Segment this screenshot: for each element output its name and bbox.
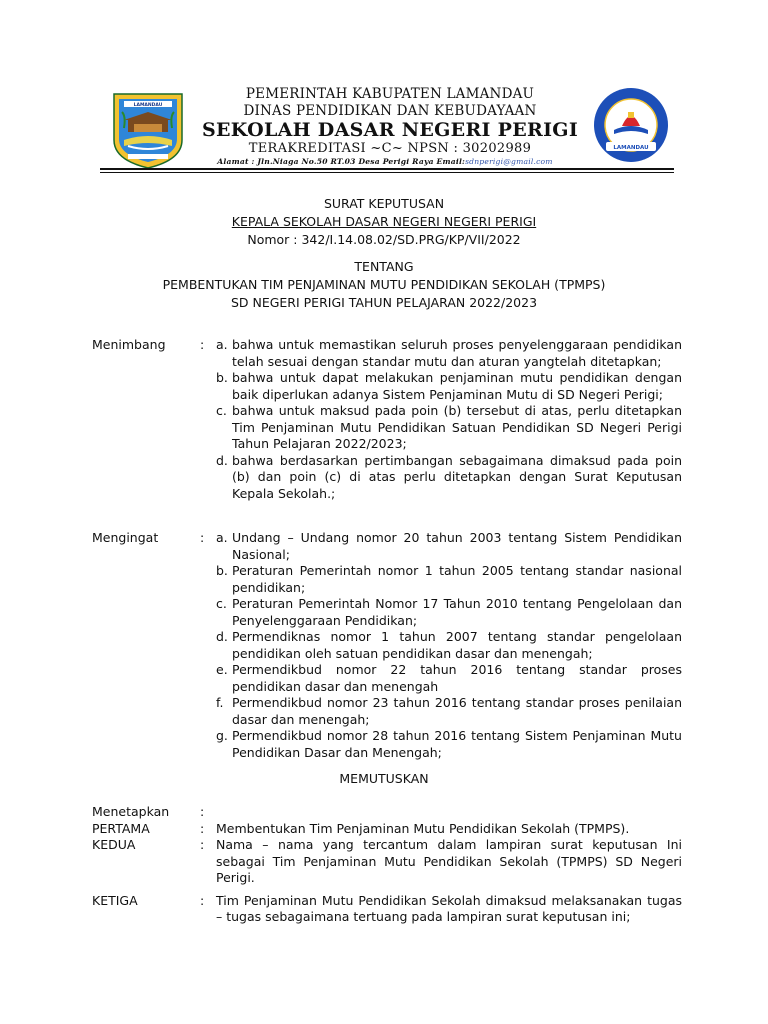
letterhead <box>0 0 768 180</box>
item-text: Peraturan Pemerintah nomor 1 tahun 2005 tentang standar nasional pendidikan; <box>232 563 682 595</box>
item-text: Permendikbud nomor 22 tahun 2016 tentang standar proses pendidikan dasar dan menengah <box>232 662 682 694</box>
decision-label: PERTAMA <box>92 820 150 836</box>
letterhead-government: PEMERINTAH KABUPATEN LAMANDAU <box>245 86 535 102</box>
letterhead-address <box>150 157 620 166</box>
decision-colon: : <box>200 837 205 852</box>
item-letter: a. <box>216 530 228 545</box>
decision-text: Membentukan Tim Penjaminan Mutu Pendidikan Sekolah (TPMPS). <box>216 820 630 836</box>
decree-topic-line1: PEMBENTUKAN TIM PENJAMINAN MUTU PENDIDIKAN SEKOLAH (TPMPS) <box>162 277 606 292</box>
list-item <box>216 370 682 403</box>
decision-row <box>92 893 682 926</box>
memutuskan-heading: MEMUTUSKAN <box>339 771 429 786</box>
sd-negeri-perigi-logo <box>592 86 670 164</box>
decision-label: KEDUA <box>92 837 136 852</box>
item-letter: d. <box>216 629 228 644</box>
decree-topic-line2: SD NEGERI PERIGI TAHUN PELAJARAN 2022/2023 <box>230 295 538 310</box>
letterhead-rule-thin <box>100 172 674 173</box>
item-text: Permendiknas nomor 1 tahun 2007 tentang standar pengelolaan pendidikan oleh satuan pendidikan dasar dan menengah; <box>232 629 682 661</box>
decree-title: SURAT KEPUTUSAN <box>323 196 445 211</box>
item-letter: f. <box>216 695 224 710</box>
email-link[interactable]: sdnperigi@gmail.com <box>465 157 553 166</box>
list-item <box>216 695 682 728</box>
item-letter: d. <box>216 452 228 468</box>
decision-label: Menetapkan <box>92 804 170 819</box>
item-letter: e. <box>216 662 228 677</box>
list-item <box>216 337 682 370</box>
letterhead-rule-thick <box>100 168 674 170</box>
letterhead-school-name: SEKOLAH DASAR NEGERI PERIGI <box>201 119 579 141</box>
list-item <box>216 403 682 453</box>
decree-number: Nomor : 342/I.14.08.02/SD.PRG/KP/VII/2022 <box>247 232 521 247</box>
menimbang-label: Menimbang <box>92 337 166 352</box>
item-text: Peraturan Pemerintah Nomor 17 Tahun 2010 tentang Pengelolaan dan Penyelenggaraan Pendidikan; <box>232 596 682 628</box>
item-text: bahwa untuk maksud pada poin (b) tersebut di atas, perlu ditetapkan Tim Penjaminan Mutu Pendidikan Satuan Pendidikan SD Negeri Perigi Tahun Pelajaran 2022/2023; <box>232 403 682 451</box>
item-letter: b. <box>216 370 228 385</box>
decision-colon: : <box>200 804 205 819</box>
list-item <box>216 563 682 596</box>
item-text: Permendikbud nomor 23 tahun 2016 tentang standar proses penilaian dasar dan menengah; <box>232 695 682 727</box>
decision-text: Nama – nama yang tercantum dalam lampiran surat keputusan Ini sebagai Tim Penjaminan Mutu Pendidikan Sekolah (TPMPS) SD Negeri Perigi. <box>216 837 682 885</box>
item-text: bahwa berdasarkan pertimbangan sebagaimana dimaksud pada poin (b) dan poin (c) di atas perlu ditetapkan dengan Surat Keputusan Kepala Sekolah.; <box>232 452 682 501</box>
decision-text <box>216 804 682 821</box>
list-item <box>216 596 682 629</box>
letterhead-department: DINAS PENDIDIKAN DAN KEBUDAYAAN <box>243 103 537 119</box>
item-text: bahwa untuk dapat melakukan penjaminan mutu pendidikan dengan baik diperlukan adanya Sistem Penjaminan Mutu di SD Negeri Perigi; <box>232 370 682 402</box>
decision-row <box>92 821 682 838</box>
item-letter: g. <box>216 728 228 743</box>
menimbang-colon: : <box>200 337 205 352</box>
right-logo-bottom: LAMANDAU <box>613 145 649 151</box>
address-text: Alamat : Jln.Niaga No.50 RT.03 Desa Perigi Raya Email: <box>217 157 466 166</box>
decision-text: Tim Penjaminan Mutu Pendidikan Sekolah dimaksud melaksanakan tugas – tugas sebagaimana tertuang pada lampiran surat keputusan ini; <box>216 892 682 924</box>
decree-title-block <box>0 195 768 249</box>
list-item <box>216 629 682 662</box>
item-text: Undang – Undang nomor 20 tahun 2003 tentang Sistem Pendidikan Nasional; <box>232 530 682 562</box>
decision-row <box>92 837 682 887</box>
list-item <box>216 530 682 563</box>
item-letter: a. <box>216 337 228 352</box>
list-item <box>216 662 682 695</box>
menimbang-section <box>92 337 682 502</box>
item-text: bahwa untuk memastikan seluruh proses penyelenggaraan pendidikan telah sesuai dengan standar mutu dan aturan yangtelah ditetapkan; <box>232 337 682 369</box>
decision-row <box>92 804 682 821</box>
decree-about: TENTANG <box>354 259 414 274</box>
decree-subtitle: KEPALA SEKOLAH DASAR NEGERI NEGERI PERIGI <box>231 214 537 229</box>
left-logo-text: LAMANDAU <box>133 103 163 108</box>
mengingat-section <box>92 530 682 761</box>
item-letter: b. <box>216 563 228 578</box>
decision-section <box>92 804 682 926</box>
mengingat-label: Mengingat <box>92 530 159 545</box>
item-letter: c. <box>216 403 227 418</box>
list-item <box>216 728 682 761</box>
list-item <box>216 453 682 503</box>
item-letter: c. <box>216 596 227 611</box>
decision-label: KETIGA <box>92 892 138 908</box>
decision-colon: : <box>200 820 205 836</box>
mengingat-colon: : <box>200 530 205 545</box>
decree-topic-block <box>0 258 768 312</box>
decision-colon: : <box>200 892 205 908</box>
item-text: Permendikbud nomor 28 tahun 2016 tentang Sistem Penjaminan Mutu Pendidikan Dasar dan Menengah; <box>232 728 682 760</box>
letterhead-accreditation: TERAKREDITASI ~C~ NPSN : 30202989 <box>248 141 532 156</box>
